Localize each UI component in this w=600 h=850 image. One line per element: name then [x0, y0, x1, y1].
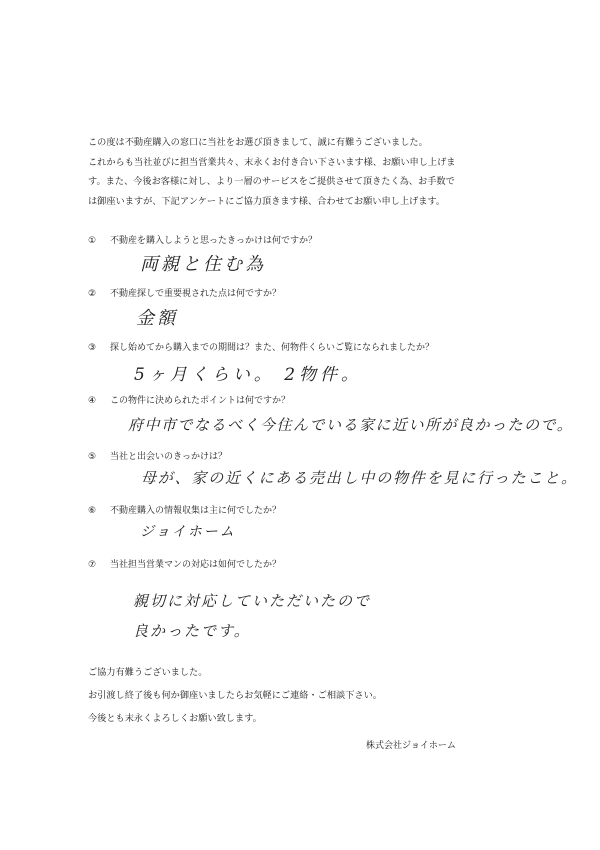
- question-text: 不動産を購入しようと思ったきっかけは何ですか？: [110, 236, 318, 246]
- answer-1: 両親と住む為: [140, 254, 266, 275]
- answer-3: 5ヶ月くらい。 2物件。: [134, 365, 363, 385]
- question-2: [88, 286, 281, 299]
- question-4: [88, 393, 290, 406]
- question-6: [88, 503, 281, 516]
- question-text: 不動産探しで重要視された点は何ですか？: [110, 289, 282, 299]
- question-number: ③: [88, 343, 97, 353]
- answer-6: ジョイホーム: [140, 524, 236, 540]
- answer-7-line-1: 親切に対応していただいたので: [133, 592, 372, 610]
- question-text: 当社担当営業マンの対応は如何でしたか？: [110, 560, 282, 570]
- question-text: 不動産購入の情報収集は主に何でしたか？: [110, 506, 282, 516]
- question-text: 当社と出会いのきっかけは？: [110, 452, 228, 462]
- intro-line: は御座いますが、下記アンケートにご協力頂きます様、合わせてお願い申し上げます。: [88, 195, 446, 207]
- question-text: 探し始めてから購入までの期間は？また、何物件くらいご覧になられましたか？: [110, 343, 435, 353]
- company-name: 株式会社ジョイホーム: [366, 741, 456, 751]
- closing-paragraph: [88, 661, 382, 730]
- answer-4: 府中市でなるべく今住んでいる家に近い所が良かったので。: [128, 416, 574, 434]
- closing-line: 今後とも末永くよろしくお願い致します。: [88, 713, 262, 724]
- question-number: ②: [88, 289, 97, 299]
- intro-line: この度は不動産購入の窓口に当社をお選び頂きまして、誠に有難うございました。: [88, 137, 428, 148]
- question-5: [88, 449, 227, 462]
- question-number: ④: [88, 396, 97, 406]
- intro-paragraph: [88, 133, 528, 211]
- question-7: [88, 557, 281, 570]
- answer-5: 母が、家の近くにある売出し中の物件を見に行ったこと。: [141, 469, 578, 487]
- intro-line: す。また、今後お客様に対し、より一層のサービスをご提供させて頂きたく為、お手数で: [88, 176, 455, 188]
- answer-7-line-2: 良かったです。: [133, 622, 251, 640]
- closing-line: ご協力有難うございました。: [88, 667, 208, 678]
- question-text: この物件に決められたポイントは何ですか？: [110, 396, 291, 406]
- intro-line: これからも当社並びに担当営業共々、末永くお付き合い下さいます様、お願い申し上げま: [88, 156, 456, 168]
- question-1: [88, 233, 317, 246]
- question-number: ⑦: [88, 560, 97, 570]
- question-number: ①: [88, 236, 97, 246]
- answer-2: 金額: [136, 308, 178, 329]
- question-number: ⑤: [88, 452, 97, 462]
- question-number: ⑥: [88, 506, 97, 516]
- closing-line: お引渡し終了後も何か御座いましたらお気軽にご連絡・ご相談下さい。: [88, 690, 382, 701]
- question-3: [88, 340, 434, 353]
